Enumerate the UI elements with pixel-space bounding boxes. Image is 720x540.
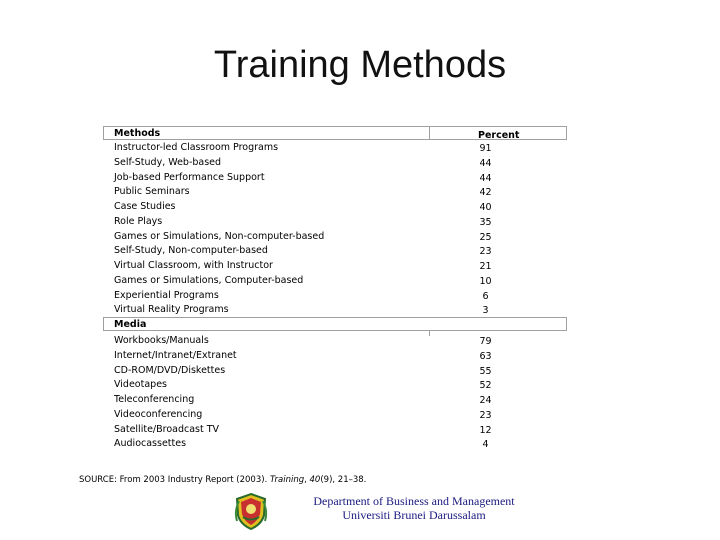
row-percent: 25 [479, 231, 492, 243]
table-row [103, 407, 567, 422]
department-name: Department of Business and Management [313, 494, 515, 508]
table-row [103, 258, 567, 273]
row-percent: 4 [482, 439, 489, 451]
row-percent: 23 [479, 246, 492, 258]
row-percent: 3 [482, 305, 489, 317]
methods-header-label: Methods [114, 128, 161, 139]
row-percent: 52 [479, 380, 492, 392]
table-row [103, 184, 567, 199]
row-percent: 55 [479, 365, 492, 377]
row-percent: 44 [479, 157, 492, 169]
table-row [103, 302, 567, 317]
source-volume: 40 [309, 475, 321, 485]
row-percent: 91 [479, 143, 492, 154]
table-row [103, 392, 567, 407]
row-label: Self-Study, Web-based [114, 156, 222, 168]
table-row [103, 155, 567, 170]
source-prefix: SOURCE: From 2003 Industry Report (2003). [79, 475, 270, 485]
percent-header-label: Percent [478, 130, 520, 141]
row-label: Self-Study, Non-computer-based [114, 245, 268, 257]
row-label: Experiential Programs [114, 289, 219, 301]
row-percent: 12 [479, 424, 492, 436]
row-label: Games or Simulations, Computer-based [114, 274, 304, 286]
source-journal: Training [269, 475, 305, 485]
media-rows [103, 333, 567, 451]
methods-header [103, 126, 567, 140]
row-label: Internet/Intranet/Extranet [114, 349, 237, 361]
source-citation: SOURCE: From 2003 Industry Report (2003). Training, 40(9), 21–38. [79, 475, 367, 485]
table-row [103, 348, 567, 363]
table-row [103, 273, 567, 288]
row-label: Virtual Reality Programs [114, 304, 229, 316]
row-label: Workbooks/Manuals [114, 335, 209, 346]
row-label: Virtual Classroom, with Instructor [114, 260, 273, 271]
table-row [103, 243, 567, 258]
table-row [103, 288, 567, 303]
row-label: Satellite/Broadcast TV [114, 423, 220, 435]
row-percent: 35 [479, 216, 492, 228]
row-percent: 21 [479, 261, 492, 272]
table-row [103, 214, 567, 229]
university-crest-icon [231, 491, 271, 531]
row-label: Public Seminars [114, 186, 190, 198]
row-label: Instructor-led Classroom Programs [114, 142, 279, 153]
table-row [103, 333, 567, 348]
table-row [103, 377, 567, 392]
table-row [103, 229, 567, 244]
table-row [103, 436, 567, 451]
row-percent: 6 [482, 290, 489, 302]
row-label: Games or Simulations, Non-computer-based [114, 230, 325, 242]
table-row [103, 363, 567, 378]
row-label: Videoconferencing [114, 408, 203, 420]
table-row [103, 199, 567, 214]
table-row [103, 140, 567, 155]
row-label: CD-ROM/DVD/Diskettes [114, 364, 226, 376]
row-label: Audiocassettes [114, 438, 187, 450]
row-percent: 42 [479, 187, 492, 199]
row-label: Case Studies [114, 201, 176, 212]
row-label: Teleconferencing [114, 394, 195, 405]
media-header [103, 317, 567, 331]
row-label: Job-based Performance Support [114, 171, 265, 183]
row-percent: 23 [479, 409, 492, 421]
media-header-label: Media [114, 319, 147, 330]
row-label: Videotapes [114, 379, 167, 391]
department-footer [296, 494, 532, 522]
row-percent: 63 [479, 350, 492, 362]
slide-title: Training Methods [213, 44, 507, 86]
methods-rows [103, 140, 567, 317]
row-percent: 40 [479, 202, 492, 213]
column-divider [429, 127, 430, 139]
row-label: Role Plays [114, 215, 163, 227]
table-row [103, 422, 567, 437]
row-percent: 24 [479, 395, 492, 406]
row-percent: 79 [479, 336, 492, 347]
row-percent: 44 [479, 172, 492, 184]
row-percent: 10 [479, 275, 492, 287]
university-name: Universiti Brunei Darussalam [342, 508, 486, 522]
source-suffix: (9), 21–38. [320, 475, 367, 485]
table-row [103, 170, 567, 185]
training-methods-table [103, 126, 567, 451]
